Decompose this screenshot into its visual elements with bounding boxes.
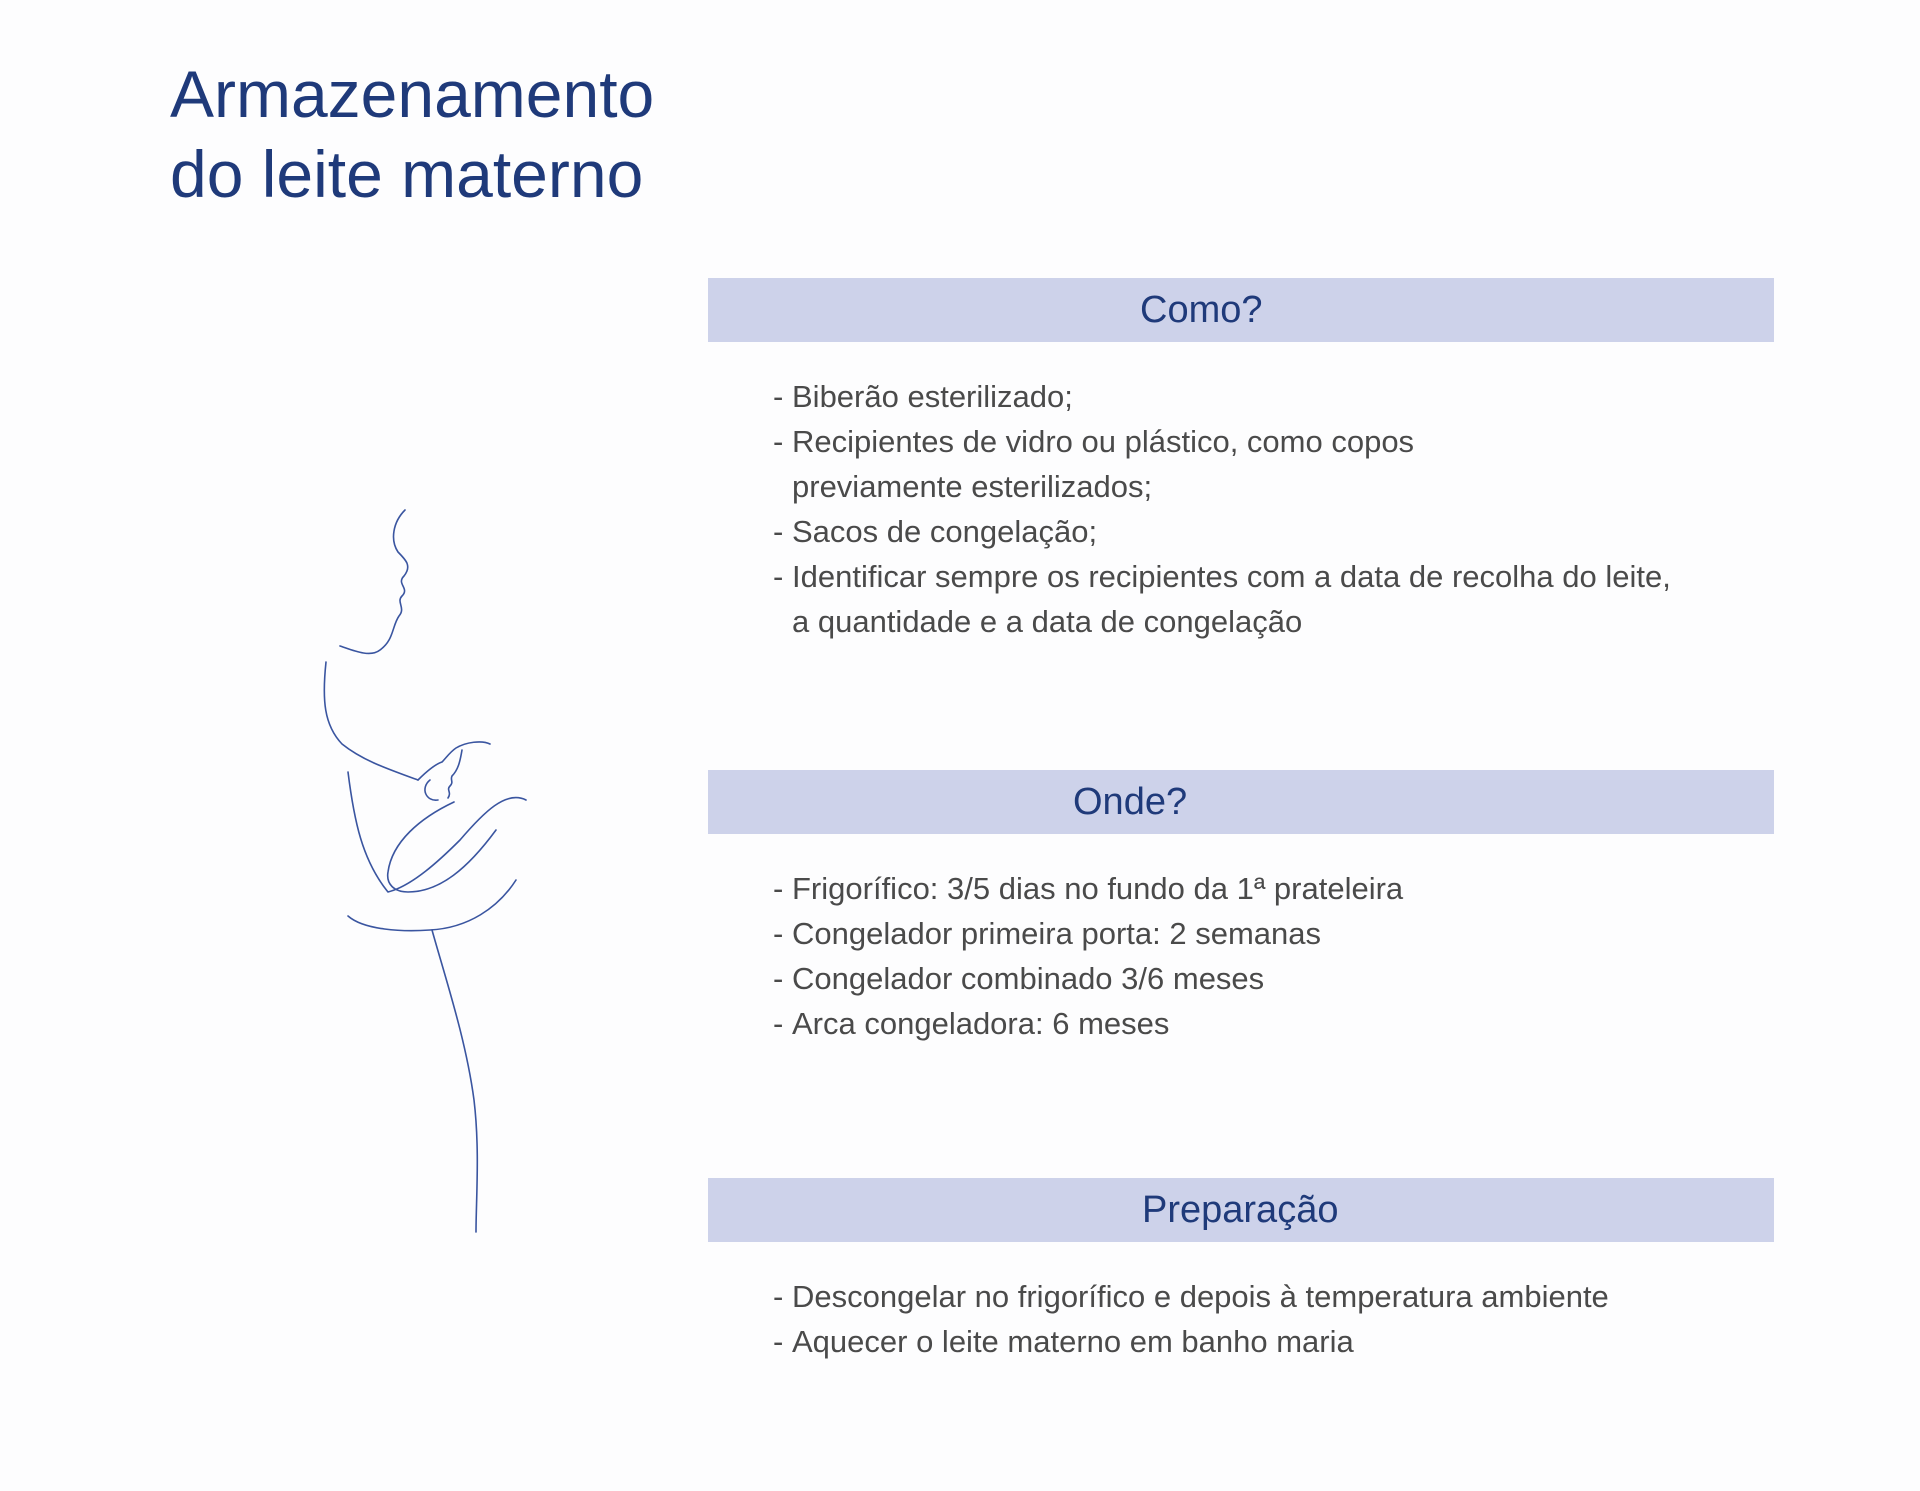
page-title-line-2: do leite materno: [170, 137, 644, 211]
list-item: - Arca congeladora: 6 meses: [773, 1001, 1403, 1046]
section-header-preparacao: [708, 1178, 1774, 1242]
list-item: - Biberão esterilizado;: [773, 374, 1692, 419]
list-item: - Identificar sempre os recipientes com a data de recolha do leite, a quantidade e a data de congelação: [773, 554, 1692, 644]
section-header-como: [708, 278, 1774, 342]
baby-ear-line: [425, 780, 438, 800]
section-heading-preparacao: Preparação: [1142, 1189, 1339, 1231]
list-item: - Recipientes de vidro ou plástico, como copos previamente esterilizados;: [773, 419, 1492, 509]
section-heading-como: Como?: [1140, 289, 1263, 331]
mother-breastfeeding-line-art-icon: [300, 500, 560, 1240]
list-item: - Sacos de congelação;: [773, 509, 1692, 554]
list-item: - Frigorífico: 3/5 dias no fundo da 1ª prateleira: [773, 866, 1403, 911]
list-preparacao: [773, 1274, 1609, 1364]
section-header-onde: [708, 770, 1774, 834]
arm-outline-line: [348, 772, 526, 892]
list-item: - Aquecer o leite materno em banho maria: [773, 1319, 1609, 1364]
face-profile-line: [340, 510, 408, 653]
illustration-strokes: [324, 510, 526, 1232]
back-line: [324, 662, 418, 780]
arm-inner-line: [388, 802, 496, 892]
torso-curve-line: [432, 930, 477, 1232]
page-title: [170, 54, 654, 214]
list-item: - Congelador primeira porta: 2 semanas: [773, 911, 1403, 956]
list-onde: [773, 866, 1403, 1046]
list-item: - Congelador combinado 3/6 meses: [773, 956, 1403, 1001]
page-title-line-1: Armazenamento: [170, 57, 655, 131]
baby-face-line: [448, 750, 462, 798]
section-heading-onde: Onde?: [1073, 781, 1188, 823]
list-como: [773, 374, 1692, 644]
list-item: - Descongelar no frigorífico e depois à temperatura ambiente: [773, 1274, 1609, 1319]
